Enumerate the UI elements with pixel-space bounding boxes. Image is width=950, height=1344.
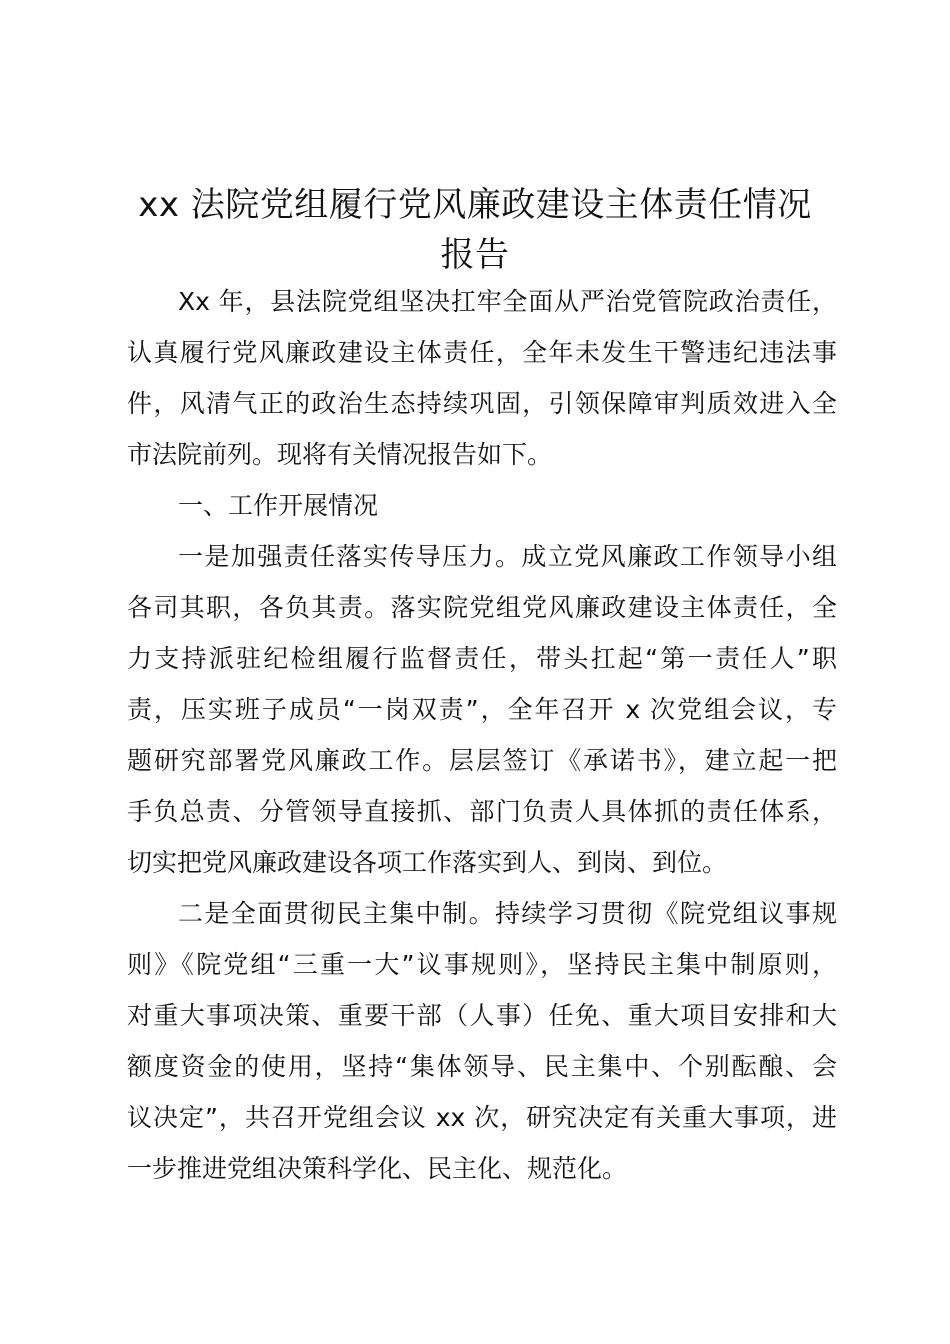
section-heading: 一、工作开展情况 [178,491,379,520]
intro-line: Xx 年，县法院党组坚决扛牢全面从严治党管院政治责任， [178,287,837,316]
paragraph-two-line: 额度资金的使用，坚持“集体领导、民主集中、个别酝酿、会 [127,1052,837,1081]
paragraph-one-line: 切实把党风廉政建设各项工作落实到人、到岗、到位。 [127,848,728,877]
document-title-line-1: xx 法院党组履行党风廉政建设主体责任情况 [138,185,812,225]
intro-line: 认真履行党风廉政建设主体责任，全年未发生干警违纪违法事 [127,338,837,367]
paragraph-two-line: 对重大事项决策、重要干部（人事）任免、重大项目安排和大 [127,1001,837,1030]
paragraph-two-line: 二是全面贯彻民主集中制。持续学习贯彻《院党组议事规 [178,899,837,928]
paragraph-one-line: 手负总责、分管领导直接抓、部门负责人具体抓的责任体系， [127,797,837,826]
paragraph-one-line: 责，压实班子成员“一岗双责”，全年召开 x 次党组会议，专 [127,695,837,724]
intro-line: 件，风清气正的政治生态持续巩固，引领保障审判质效进入全 [127,389,837,418]
paragraph-two-line: 则》《院党组“三重一大”议事规则》，坚持民主集中制原则， [127,950,837,979]
intro-line: 市法院前列。现将有关情况报告如下。 [127,440,553,469]
document-title-line-2: 报告 [440,235,510,275]
paragraph-one-line: 各司其职，各负其责。落实院党组党风廉政建设主体责任，全 [127,593,837,622]
paragraph-one-line: 力支持派驻纪检组履行监督责任，带头扛起“第一责任人”职 [127,644,837,673]
paragraph-two-line: 议决定”，共召开党组会议 xx 次，研究决定有关重大事项，进 [127,1103,837,1132]
paragraph-one-line: 题研究部署党风廉政工作。层层签订《承诺书》，建立起一把 [127,746,837,775]
paragraph-one-line: 一是加强责任落实传导压力。成立党风廉政工作领导小组 [178,542,837,571]
paragraph-two-line: 一步推进党组决策科学化、民主化、规范化。 [127,1154,628,1183]
